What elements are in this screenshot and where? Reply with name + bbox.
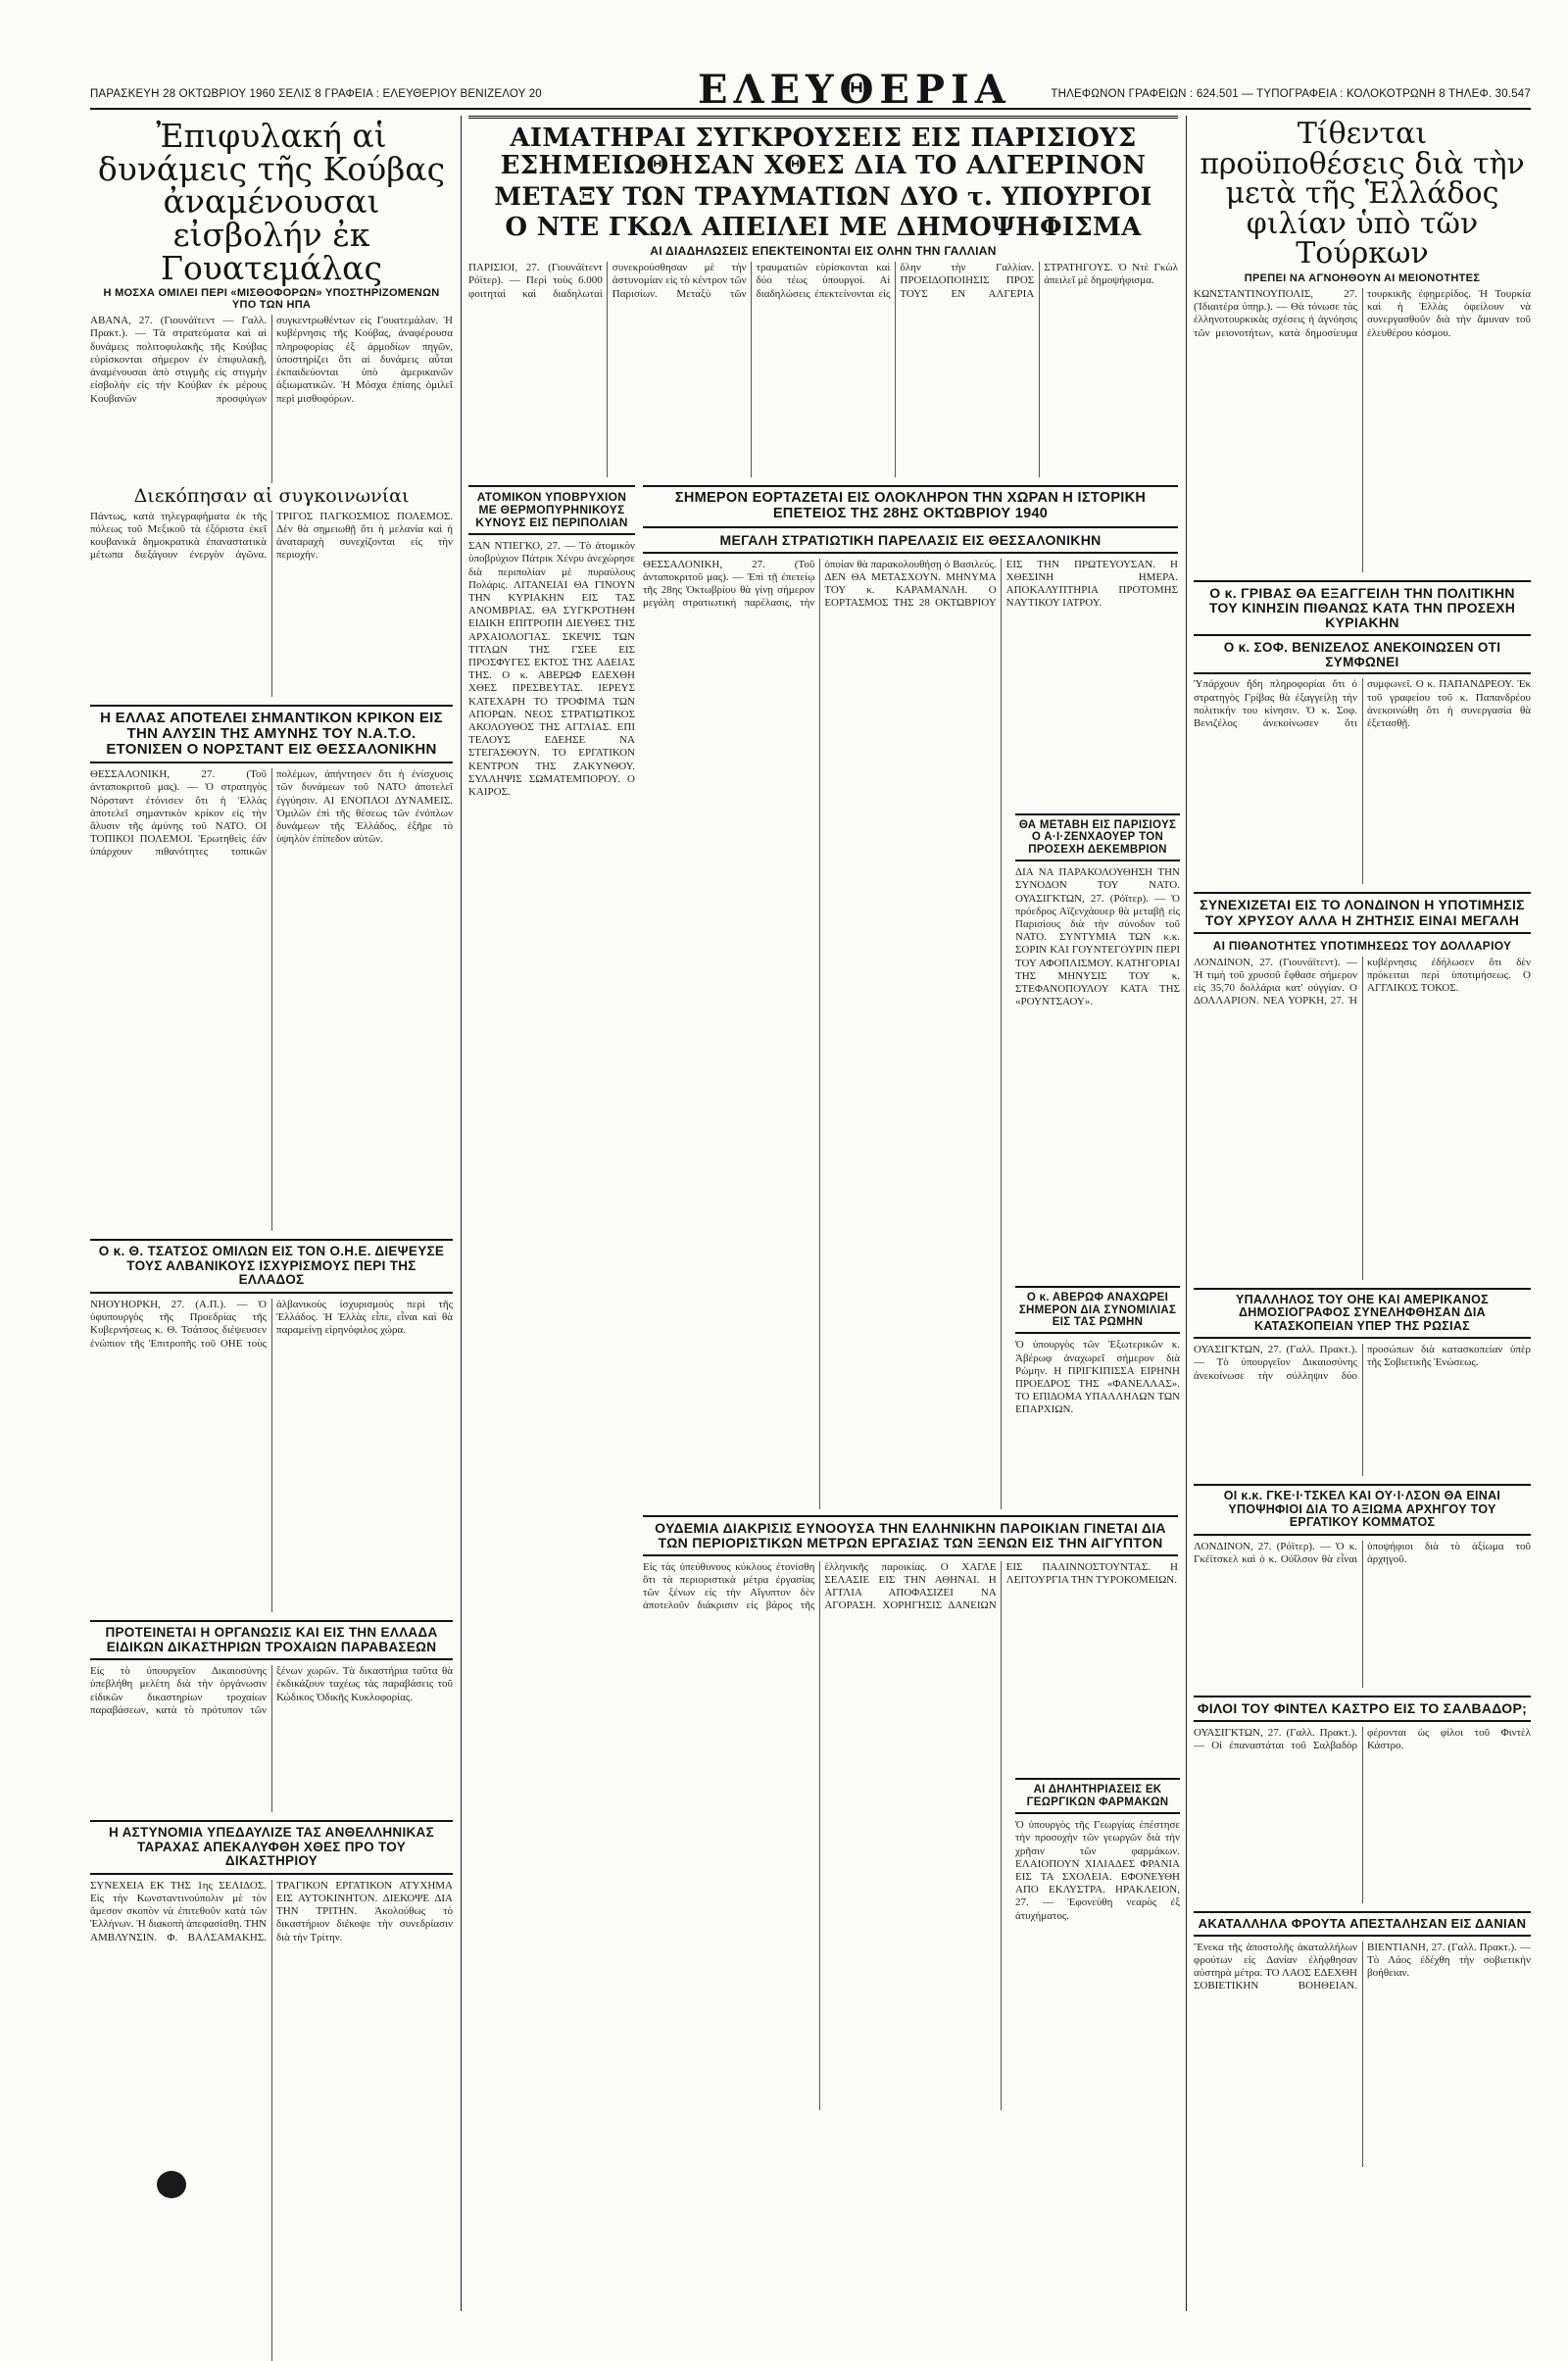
body-turkey: ΚΩΝΣΤΑΝΤΙΝΟΥΠΟΛΙΣ, 27. (Ἰδιαιτέρα ὑπηρ.). — Θὰ τόνωσε τὰς ἑλληνοτουρκικὰς σχέσεις ἡ ἀγνόησις τῶν μειονοτήτων, κατὰ δημοσίευμα τουρκικῆς ἐφημερίδος. Ἡ Τουρκία καὶ ἡ Ἑλλὰς ὀφείλουν νὰ συνεργασθοῦν διὰ τὴν ἄμυναν τοῦ ἐλευθέρου κόσμου. <box>1194 287 1531 339</box>
center-briefs-column <box>468 485 635 2128</box>
story-russia <box>1194 1288 1531 1477</box>
headline-turkey: Τίθενται προϋποθέσεις διὰ τὴν μετὰ τῆς Ἑλλάδος φιλίαν ὑπὸ τῶν Τούρκων <box>1200 117 1525 271</box>
headline-oct28: ΣΗΜΕΡΟΝ ΕΟΡΤΑΖΕΤΑΙ ΕΙΣ ΟΛΟΚΛΗΡΟΝ ΤΗΝ ΧΩΡΑΝ Η ΙΣΤΟΡΙΚΗ ΕΠΕΤΕΙΟΣ ΤΗΣ 28ΗΣ ΟΚΤΩΒΡΙΟΥ 1940 <box>643 485 1178 527</box>
headline-paris-2: ΜΕΤΑΞΥ ΤΩΝ ΤΡΑΥΜΑΤΙΩΝ ΔΥΟ τ. ΥΠΟΥΡΓΟΙ <box>494 182 1152 212</box>
subheadline-communications: Διεκόπησαν αἱ συγκοινωνίαι <box>133 485 410 508</box>
subhead-cuba: Η ΜΟΣΧΑ ΟΜΙΛΕΙ ΠΕΡΙ «ΜΙΣΘΟΦΟΡΩΝ» ΥΠΟΣΤΗΡΙΖΟΜΕΝΩΝ ΥΠΟ ΤΩΝ ΗΠΑ <box>103 287 440 312</box>
story-tsatsos <box>90 1239 453 1612</box>
headline-averof: Ο κ. ΑΒΕΡΩΦ ΑΝΑΧΩΡΕΙ ΣΗΜΕΡΟΝ ΔΙΑ ΣΥΝΟΜΙΛΙΑΣ ΕΙΣ ΤΑΣ ΡΩΜΗΝ <box>1015 1286 1180 1334</box>
column-rule <box>1186 116 1187 2311</box>
body-cuba: ΑΒΑΝΑ, 27. (Γιουνάϊτεντ — Γαλλ. Πρακτ.). — Τὰ στρατεύματα καὶ αἱ δυνάμεις πολιτοφυλακῆς τῆς Κούβας εὑρίσκονται σήμερον ἐν ἐπιφυλακῇ, ἀναμένουσαι ἀπὸ στιγμῆς εἰς στιγμὴν εἰσβολὴν εἰς τὴν Κούβαν ἐκ μέρους Κουβανῶν προσφύγων συγκεντρωθέντων εἰς Γουατεμάλαν. Ἡ κυβέρνησις τῆς Κούβας, ἀναφέρουσα πληροφορίας ἐξ ἀρμοδίων πηγῶν, ὑποστηρίζει ὅτι αἱ δυνάμεις αὗται ἐκπαιδεύονται ὑπὸ ἀμερικανῶν ἀξιωματικῶν. Ἡ Μόσχα ἐπίσης ὁμιλεῖ περὶ μισθοφόρων. <box>90 315 453 405</box>
story-nato <box>90 705 453 1232</box>
body-communications: Πάντως, κατὰ τηλεγραφήματα ἐκ τῆς πόλεως τοῦ Μεξικοῦ τὰ ἐξόριστα ἐκεῖ κουβανικὰ δημοκρατικὰ ἐπαναστατικὰ μέτωπα διεξάγουν ἐνεργὸν ἀγῶνα. ΤΡΙΓΟΣ ΠΑΓΚΟΣΜΙΟΣ ΠΟΛΕΜΟΣ. Δὲν θὰ σημειωθῇ ὅτι ἡ μελανία καὶ ἡ ἀναταραχὴ συνεχίζονται εἰς τὴν περιοχήν. <box>90 510 453 562</box>
story-courts <box>90 1620 453 1812</box>
headline-nato: Η ΕΛΛΑΣ ΑΠΟΤΕΛΕΙ ΣΗΜΑΝΤΙΚΟΝ ΚΡΙΚΟΝ ΕΙΣ ΤΗΝ ΑΛΥΣΙΝ ΤΗΣ ΑΜΥΝΗΣ ΤΟΥ Ν.Α.Τ.Ο. ΕΤΟΝΙΣΕΝ Ο ΝΟΡΣΤΑΝΤ ΕΙΣ ΘΕΣΣΑΛΟΝΙΚΗΝ <box>90 705 453 764</box>
story-pharma <box>1015 1778 1180 2191</box>
body-police: ΣΥΝΕΧΕΙΑ ΕΚ ΤΗΣ 1ης ΣΕΛΙΔΟΣ. Εἰς τὴν Κωνσταντινούπολιν μὲ τὸν ἄμεσον σκοπὸν νὰ ἐπιτεθοῦν κατὰ τῶν Ἑλλήνων. Ἡ διακοπὴ ἀπεφασίσθη. ΤΗΝ ΑΜΒΛΥΝΣΙΝ. Φ. ΒΑΛΣΑΜΑΚΗΣ. ΤΡΑΓΙΚΟΝ ΕΡΓΑΤΙΚΟΝ ΑΤΥΧΗΜΑ ΕΙΣ ΑΥΤΟΚΙΝΗΤΟΝ. ΔΙΕΚΟΨΕ ΔΙΑ ΤΗΝ ΤΡΙΤΗΝ. Ἀκολούθως τὸ δικαστήριον διέκοψε τὴν συνεδρίασιν διὰ τὴν Τρίτην. <box>90 1879 453 1943</box>
story-eisenhower <box>1015 813 1180 1278</box>
story-cuba <box>90 117 453 697</box>
story-turkey <box>1194 117 1531 572</box>
headline-castro: ΦΙΛΟΙ ΤΟΥ ΦΙΝΤΕΛ ΚΑΣΤΡΟ ΕΙΣ ΤΟ ΣΑΛΒΑΔΟΡ; <box>1194 1696 1531 1722</box>
story-averof <box>1015 1286 1180 1770</box>
headline-dollar: ΣΥΝΕΧΙΖΕΤΑΙ ΕΙΣ ΤΟ ΛΟΝΔΙΝΟΝ Η ΥΠΟΤΙΜΗΣΙΣ ΤΟΥ ΧΡΥΣΟΥ ΑΛΛΑ Η ΖΗΤΗΣΙΣ ΕΙΝΑΙ ΜΕΓΑΛΗ <box>1194 892 1531 933</box>
headline-cuba: Ἐπιφυλακή αἱ δυνάμεις τῆς Κούβας ἀναμένουσαι εἰσβολήν ἐκ Γουατεμάλας <box>97 117 446 287</box>
middle-right-column <box>1015 813 1180 2199</box>
story-paris <box>468 116 1178 477</box>
body-paris: ΠΑΡΙΣΙΟΙ, 27. (Γιουνάϊτεντ Ρόϊτερ). — Περὶ τοὺς 6.000 φοιτηταὶ καὶ διαδηλωταὶ συνεκρούσθησαν μὲ τὴν ἀστυνομίαν εἰς τὸ κέντρον τῶν Παρισίων. Μεταξὺ τῶν τραυματιῶν εὑρίσκονται καὶ δύο τέως ὑπουργοί. Αἱ διαδηλώσεις ἐπεκτείνονται εἰς ὅλην τὴν Γαλλίαν. ΠΡΟΕΙΔΟΠΟΙΗΣΙΣ ΠΡΟΣ ΤΟΥΣ ΕΝ ΑΛΓΕΡΙΑ ΣΤΡΑΤΗΓΟΥΣ. Ὁ Ντὲ Γκὼλ ἀπειλεῖ μὲ δημοψήφισμα. <box>468 262 1178 300</box>
body-pharma: Ὁ ὑπουργὸς τῆς Γεωργίας ἐπέστησε τὴν προσοχὴν τῶν γεωργῶν διὰ τὴν χρῆσιν τῶν φαρμάκων. ΕΛΑΙΟΠΟΥΝ ΧΙΛΙΑΔΕΣ ΦΡΑΝΙΑ ΕΙΣ ΤΑ ΣΧΟΛΕΙΑ. ΕΦΟΝΕΥΘΗ ΑΠΟ ΕΚΛΥΣΤΡΑ. ΗΡΑΚΛΕΙΟΝ, 27. — Ἐφονεύθη νεαρὸς ἐξ ἀτυχήματος. <box>1015 1819 1180 1922</box>
subhead-dollar: ΑΙ ΠΙΘΑΝΟΤΗΤΕΣ ΥΠΟΤΙΜΗΣΕΩΣ ΤΟΥ ΔΟΛΛΑΡΙΟΥ <box>1212 938 1512 953</box>
body-gaitskell: ΛΟΝΔΙΝΟΝ, 27. (Ρόϊτερ). — Ὁ κ. Γκέϊτσκελ καὶ ὁ κ. Οὐΐλσον θὰ εἶναι ὑποψήφιοι διὰ τὸ ἀξίωμα τοῦ ἀρχηγοῦ. <box>1194 1540 1531 1565</box>
headline-paris-3: Ο ΝΤΕ ΓΚΩΛ ΑΠΕΙΛΕΙ ΜΕ ΔΗΜΟΨΗΦΙΣΜΑ <box>505 213 1142 243</box>
headline-russia: ΥΠΑΛΛΗΛΟΣ ΤΟΥ ΟΗΕ ΚΑΙ ΑΜΕΡΙΚΑΝΟΣ ΔΗΜΟΣΙΟΓΡΑΦΟΣ ΣΥΝΕΛΗΦΘΗΣΑΝ ΔΙΑ ΚΑΤΑΣΚΟΠΕΙΑΝ ΥΠΕΡ ΤΗΣ ΡΩΣΙΑΣ <box>1194 1288 1531 1340</box>
column-rule <box>461 116 462 2311</box>
body-averof: Ὁ ὑπουργὸς τῶν Ἐξωτερικῶν κ. Ἀβέρωφ ἀναχωρεῖ σήμερον διὰ Ρώμην. Η ΠΡΙΓΚΙΠΙΣΣΑ ΕΙΡΗΝΗ ΠΡΟΕΔΡΟΣ ΤΗΣ «ΦΑΝΕΛΛΑΣ». ΤΟ ΕΠΙΔΟΜΑ ΥΠΑΛΛΗΛΩΝ ΤΩΝ ΕΠΑΡΧΙΩΝ. <box>1015 1339 1180 1416</box>
body-egypt: Εἰς τὰς ὑπεύθυνους κύκλους ἐτονίσθη ὅτι τὰ περιοριστικὰ μέτρα ἐργασίας τῶν ξένων εἰς τὴν Αἴγυπτον δὲν ἀποτελοῦν διάκρισιν εἰς βάρος τῆς ἑλληνικῆς παροικίας. Ο ΧΑΓΛΕ ΣΕΛΑΣΙΕ ΕΙΣ ΤΗΝ ΑΘΗΝΑΙ. Η ΑΓΓΛΙΑ ΑΠΟΦΑΣΙΖΕΙ ΝΑ ΑΓΟΡΑΣΗ. ΧΟΡΗΓΗΣΙΣ ΔΑΝΕΙΩΝ ΕΙΣ ΠΑΛΙΝΝΟΣΤΟΥΝΤΑΣ. Η ΛΕΙΤΟΥΡΓΙΑ ΤΗΝ ΤΥΡΟΚΟΜΕΙΩΝ. <box>643 1560 1178 1612</box>
body-atom-briefs: ΣΑΝ ΝΤΙΕΓΚΟ, 27. — Τὸ ἀτομικὸν ὑποβρύχιον Πάτρικ Χένρυ ἀνεχώρησε διὰ περιπολίαν μὲ πυραύλους Πολάρις. ΛΙΤΑΝΕΙΑΙ ΘΑ ΓΙΝΟΥΝ ΤΗΝ ΚΥΡΙΑΚΗΝ ΕΙΣ ΤΑΣ ΑΝΟΜΒΡΙΑΣ. ΘΑ ΣΥΓΚΡΟΤΗΘΗ ΕΙΔΙΚΗ ΕΠΙΤΡΟΠΗ ΔΙΕΥΘΕΣ ΤΗΣ ΑΡΧΑΙΟΛΟΓΙΑΣ. ΣΚΕΨΙΣ ΤΩΝ ΤΙΤΛΩΝ ΤΗΣ ΓΣΕΕ ΕΙΣ ΠΡΟΣΦΥΓΕΣ ΕΚΤΟΣ ΤΗΣ ΑΔΕΙΑΣ ΤΗΣ. Ο κ. ΑΒΕΡΩΦ ΕΔΕΧΘΗ ΧΘΕΣ ΠΡΕΣΒΕΥΤΑΣ. ΙΕΡΕΥΣ ΚΑΤΕΧΑΡΗ ΤΟ ΤΡΟΦΙΜΑ ΤΩΝ ΑΠΟΡΩΝ. ΝΕΟΣ ΣΤΡΑΤΙΩΤΙΚΟΣ ΑΚΟΛΟΥΘΟΣ ΤΗΣ ΑΓΓΛΙΑΣ. ΕΠΙ ΤΕΛΟΥΣ ΕΔΕΗΣΕ ΝΑ ΣΤΕΓΑΣΘΟΥΝ. ΤΟ ΕΡΓΑΤΙΚΟΝ ΚΕΝΤΡΟΝ ΤΗΣ ΖΑΚΥΝΘΟΥ. ΣΥΛΛΗΨΙΣ ΣΩΜΑΤΕΜΠΟΡΟΥ. Ο ΚΑΙΡΟΣ. <box>468 540 635 798</box>
body-nato: ΘΕΣΣΑΛΟΝΙΚΗ, 27. (Τοῦ ἀνταποκριτοῦ μας). — Ὁ στρατηγὸς Νόρσταντ ἐτόνισεν ὅτι ἡ Ἑλλὰς ἀποτελεῖ σημαντικὸν κρίκον εἰς τὴν ἄλυσιν τῆς ἀμύνης τοῦ ΝΑΤΟ. ΟΙ ΤΟΠΙΚΟΙ ΠΟΛΕΜΟΙ. Ἐρωτηθεὶς ἐάν ὑπάρχουν πιθανότητες τοπικῶν πολέμων, ἀπήντησεν ὅτι ἡ ἐνίσχυσις τῶν δυνάμεων τοῦ ΝΑΤΟ ἀποτελεῖ ἐγγύησιν. ΑΙ ΕΝΟΠΛΟΙ ΔΥΝΑΜΕΙΣ. Ὁμιλῶν ἐπὶ τῆς θέσεως τῶν ἐνόπλων δυνάμεων τῆς Ἑλλάδος, ἐξῆρε τὸ ὑψηλὸν ἐπίπεδον αὐτῶν. <box>90 768 453 859</box>
body-courts: Εἰς τὸ ὑπουργεῖον Δικαιοσύνης ὑπεβλήθη μελέτη διὰ τὴν ὀργάνωσιν εἰδικῶν δικαστηρίων τροχαίων παραβάσεων, κατὰ τὸ πρότυπον τῶν ξένων χωρῶν. Τὰ δικαστήρια ταῦτα θὰ ἐκδικάζουν ταχέως τὰς παραβάσεις τοῦ Κώδικος Ὁδικῆς Κυκλοφορίας. <box>90 1665 453 1716</box>
headline-atom: ΑΤΟΜΙΚΟΝ ΥΠΟΒΡΥΧΙΟΝ ΜΕ ΘΕΡΜΟΠΥΡΗΝΙΚΟΥΣ ΚΥΝΟΥΣ ΕΙΣ ΠΕΡΙΠΟΛΙΑΝ <box>468 485 635 535</box>
headline-gaitskell: ΟΙ κ.κ. ΓΚΕ·Ι·ΤΣΚΕΛ ΚΑΙ ΟΥ·Ι·ΛΣΟΝ ΘΑ ΕΙΝΑΙ ΥΠΟΨΗΦΙΟΙ ΔΙΑ ΤΟ ΑΞΙΩΜΑ ΑΡΧΗΓΟΥ ΤΟΥ ΕΡΓΑΤΙΚΟΥ ΚΟΜΜΑΤΟΣ <box>1194 1484 1531 1536</box>
headline-eisenhower: ΘΑ ΜΕΤΑΒΗ ΕΙΣ ΠΑΡΙΣΙΟΥΣ Ο Α·Ι·ΖΕΝΧΑΟΥΕΡ ΤΟΝ ΠΡΟΣΕΧΗ ΔΕΚΕΜΒΡΙΟΝ <box>1015 813 1180 861</box>
body-grivas: Ὑπάρχουν ἤδη πληροφορίαι ὅτι ὁ στρατηγὸς Γρίβας θὰ ἐξαγγείλῃ τὴν πολιτικήν του κίνησιν. Ὁ κ. Σοφ. Βενιζέλος ἀνεκοίνωσεν ὅτι συμφωνεῖ. Ο κ. ΠΑΠΑΝΔΡΕΟΥ. Ἐκ τοῦ γραφείου τοῦ κ. Παπανδρέου ἀνεκοινώθη ὅτι ἡ συνεργασία θὰ ἐξετασθῇ. <box>1194 678 1531 730</box>
left-column <box>90 116 453 2361</box>
subhead-grivas: Ο κ. ΣΟΦ. ΒΕΝΙΖΕΛΟΣ ΑΝΕΚΟΙΝΩΣΕΝ ΟΤΙ ΣΥΜΦΩΝΕΙ <box>1194 641 1531 674</box>
masthead-phone-line: ΤΗΛΕΦΩΝΟΝ ΓΡΑΦΕΙΩΝ : 624.501 — ΤΥΠΟΓΡΑΦΕΙΑ : ΚΟΛΟΚΟΤΡΩΝΗ 8 ΤΗΛΕΦ. 30.547 <box>1051 88 1531 100</box>
story-gaitskell <box>1194 1484 1531 1688</box>
story-castro <box>1194 1696 1531 1903</box>
headline-police: Η ΑΣΤΥΝΟΜΙΑ ΥΠΕΔΑΥΛΙΖΕ ΤΑΣ ΑΝΘΕΛΛΗΝΙΚΑΣ ΤΑΡΑΧΑΣ ΑΠΕΚΑΛΥΦΘΗ ΧΘΕΣ ΠΡΟ ΤΟΥ ΔΙΚΑΣΤΗΡΙΟΥ <box>90 1820 453 1875</box>
masthead-date-line: ΠΑΡΑΣΚΕΥΗ 28 ΟΚΤΩΒΡΙΟΥ 1960 ΣΕΛΙΣ 8 ΓΡΑΦΕΙΑ : ΕΛΕΥΘΕΡΙΟΥ ΒΕΝΙΖΕΛΟΥ 20 <box>90 88 542 100</box>
headline-fruit: ΑΚΑΤΑΛΛΗΛΑ ΦΡΟΥΤΑ ΑΠΕΣΤΑΛΗΣΑΝ ΕΙΣ ΔΑΝΙΑΝ <box>1194 1911 1531 1937</box>
headline-pharma: ΑΙ ΔΗΛΗΤΗΡΙΑΣΕΙΣ ΕΚ ΓΕΩΡΓΙΚΩΝ ΦΑΡΜΑΚΩΝ <box>1015 1778 1180 1814</box>
body-oct28: ΘΕΣΣΑΛΟΝΙΚΗ, 27. (Τοῦ ἀνταποκριτοῦ μας). — Ἐπὶ τῇ ἐπετείῳ τῆς 28ης Ὀκτωβρίου θὰ γίνῃ σήμερον μεγάλη στρατιωτικὴ παρέλασις, τὴν ὁποίαν θὰ παρακολουθήσῃ ὁ Βασιλεύς. ΔΕΝ ΘΑ ΜΕΤΑΣΧΟΥΝ. ΜΗΝΥΜΑ ΤΟΥ κ. ΚΑΡΑΜΑΝΛΗ. Ο ΕΟΡΤΑΣΜΟΣ ΤΗΣ 28 ΟΚΤΩΒΡΙΟΥ ΕΙΣ ΤΗΝ ΠΡΩΤΕΥΟΥΣΑΝ. Η ΧΘΕΣΙΝΗ ΗΜΕΡΑ. ΑΠΟΚΑΛΥΠΤΗΡΙΑ ΠΡΟΤΟΜΗΣ ΝΑΥΤΙΚΟΥ ΙΑΤΡΟΥ. <box>643 558 1178 610</box>
ink-blot <box>157 2171 186 2198</box>
body-dollar: ΛΟΝΔΙΝΟΝ, 27. (Γιουνάϊτεντ). — Ἡ τιμὴ τοῦ χρυσοῦ ἔφθασε σήμερον εἰς 35,70 δολλάρια κατ' οὐγγίαν. Ο ΔΟΛΛΑΡΙΟΝ. ΝΕΑ ΥΟΡΚΗ, 27. Ἡ κυβέρνησις ἐδήλωσεν ὅτι δὲν πρόκειται περὶ ὑποτιμήσεως. Ο ΑΓΓΛΙΚΟΣ ΤΟΚΟΣ. <box>1194 956 1531 1008</box>
story-fruit <box>1194 1911 1531 2167</box>
subhead-turkey: ΠΡΕΠΕΙ ΝΑ ΑΓΝΟΗΘΟΥΝ ΑΙ ΜΕΙΟΝΟΤΗΤΕΣ <box>1244 271 1481 284</box>
subhead-paris: ΑΙ ΔΙΑΔΗΛΩΣΕΙΣ ΕΠΕΚΤΕΙΝΟΝΤΑΙ ΕΙΣ ΟΛΗΝ ΤΗΝ ΓΑΛΛΙΑΝ <box>650 244 997 259</box>
body-eisenhower: ΔΙΑ ΝΑ ΠΑΡΑΚΟΛΟΥΘΗΣΗ ΤΗΝ ΣΥΝΟΔΟΝ ΤΟΥ ΝΑΤΟ. ΟΥΑΣΙΓΚΤΩΝ, 27. (Ρόϊτερ). — Ὁ πρόεδρος Αϊζενχάουερ θὰ μεταβῇ εἰς Παρισίους διὰ τὴν σύνοδον τοῦ ΝΑΤΟ. ΣΥΝΤΥΜΙΑ ΤΩΝ κ.κ. ΣΟΡΙΝ ΚΑΙ ΓΟΥΝΤΕΓΟΥΡΙΝ ΠΕΡΙ ΤΟΥ ΑΦΟΠΛΙΣΜΟΥ. ΚΑΤΗΓΟΡΙΑΙ ΤΗΣ ΜΗΝΥΣΙΣ ΤΟΥ κ. ΣΤΕΦΑΝΟΠΟΥΛΟΥ ΚΑΤΑ ΤΗΣ «ΡΟΥΝΤΣΑΟΥ». <box>1015 866 1180 1008</box>
headline-grivas: Ο κ. ΓΡΙΒΑΣ ΘΑ ΕΞΑΓΓΕΙΛΗ ΤΗΝ ΠΟΛΙΤΙΚΗΝ ΤΟΥ ΚΙΝΗΣΙΝ ΠΙΘΑΝΩΣ ΚΑΤΑ ΤΗΝ ΠΡΟΣΕΧΗ ΚΥΡΙΑΚΗΝ <box>1194 580 1531 636</box>
story-police <box>90 1820 453 2361</box>
story-dollar <box>1194 892 1531 1279</box>
right-column <box>1194 116 1531 2175</box>
newspaper-title: ΕΛΕΥΘΕΡΙΑ <box>698 67 1011 113</box>
headline-egypt: ΟΥΔΕΜΙΑ ΔΙΑΚΡΙΣΙΣ ΕΥΝΟΟΥΣΑ ΤΗΝ ΕΛΛΗΝΙΚΗΝ ΠΑΡΟΙΚΙΑΝ ΓΙΝΕΤΑΙ ΔΙΑ ΤΩΝ ΠΕΡΙΟΡΙΣΤΙΚΩΝ ΜΕΤΡΩΝ ΕΡΓΑΣΙΑΣ ΤΩΝ ΞΕΝΩΝ ΕΙΣ ΤΗΝ ΑΙΓΥΠΤΟΝ <box>643 1515 1178 1556</box>
body-castro: ΟΥΑΣΙΓΚΤΩΝ, 27. (Γαλλ. Πρακτ.). — Οἱ ἐπαναστάται τοῦ Σαλβαδὸρ φέρονται ὡς φίλοι τοῦ Φιντὲλ Κάστρο. <box>1194 1726 1531 1751</box>
headline-paris-1: ΑΙΜΑΤΗΡΑΙ ΣΥΓΚΡΟΥΣΕΙΣ ΕΙΣ ΠΑΡΙΣΙΟΥΣ ΕΣΗΜΕΙΩΘΗΣΑΝ ΧΘΕΣ ΔΙΑ ΤΟ ΑΛΓΕΡΙΝΟΝ <box>468 116 1178 179</box>
headline-parade: ΜΕΓΑΛΗ ΣΤΡΑΤΙΩΤΙΚΗ ΠΑΡΕΛΑΣΙΣ ΕΙΣ ΘΕΣΣΑΛΟΝΙΚΗΝ <box>643 533 1178 554</box>
body-tsatsos: ΝΗΟΥΗΟΡΚΗ, 27. (Α.Π.). — Ὁ ὑφυπουργὸς τῆς Προεδρίας τῆς Κυβερνήσεως κ. Θ. Τσάτσος διέψευσεν ἐνώπιον τῆς Ἐπιτροπῆς τοῦ ΟΗΕ τοὺς ἀλβανικοὺς ἰσχυρισμοὺς περὶ τῆς Ἑλλάδος. Ἡ Ἑλλὰς εἶπε, εἶναι καὶ θὰ παραμείνῃ εἰρηνόφιλος χώρα. <box>90 1298 453 1350</box>
story-grivas <box>1194 580 1531 884</box>
headline-tsatsos: Ο κ. Θ. ΤΣΑΤΣΟΣ ΟΜΙΛΩΝ ΕΙΣ ΤΟΝ Ο.Η.Ε. ΔΙΕΨΕΥΣΕ ΤΟΥΣ ΑΛΒΑΝΙΚΟΥΣ ΙΣΧΥΡΙΣΜΟΥΣ ΠΕΡΙ ΤΗΣ ΕΛΛΑΔΟΣ <box>90 1239 453 1294</box>
body-russia: ΟΥΑΣΙΓΚΤΩΝ, 27. (Γαλλ. Πρακτ.). — Τὸ ὑπουργεῖον Δικαιοσύνης ἀνεκοίνωσε τὴν σύλληψιν δύο προσώπων διὰ κατασκοπείαν ὑπὲρ τῆς Σοβιετικῆς Ἑνώσεως. <box>1194 1344 1531 1382</box>
masthead <box>90 67 1531 113</box>
body-fruit: Ἕνεκα τῆς ἀποστολῆς ἀκαταλλήλων φρούτων εἰς Δανίαν ἐλήφθησαν αὐστηρὰ μέτρα. ΤΟ ΛΑΟΣ ΕΔΕΧΘΗ ΣΟΒΙΕΤΙΚΗΝ ΒΟΗΘΕΙΑΝ. ΒΙΕΝΤΙΑΝΗ, 27. (Γαλλ. Πρακτ.). — Τὸ Λάος ἐδέχθη τὴν σοβιετικὴν βοήθειαν. <box>1194 1941 1531 1992</box>
headline-courts: ΠΡΟΤΕΙΝΕΤΑΙ Η ΟΡΓΑΝΩΣΙΣ ΚΑΙ ΕΙΣ ΤΗΝ ΕΛΛΑΔΑ ΕΙΔΙΚΩΝ ΔΙΚΑΣΤΗΡΙΩΝ ΤΡΟΧΑΙΩΝ ΠΑΡΑΒΑΣΕΩΝ <box>90 1620 453 1660</box>
